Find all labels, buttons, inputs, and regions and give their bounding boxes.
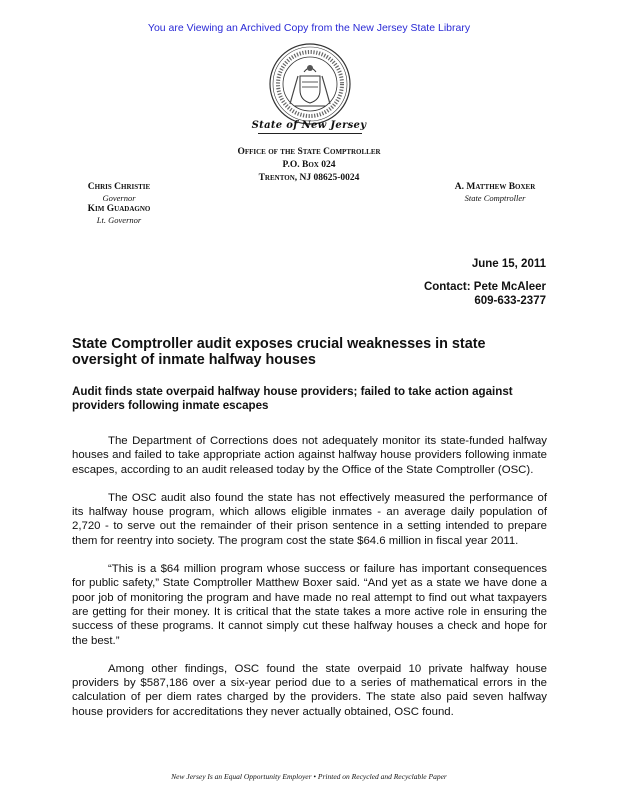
archive-banner: You are Viewing an Archived Copy from the New Jersey State Library — [147, 22, 471, 34]
contact-block — [424, 280, 546, 308]
paragraph: The Department of Corrections does not adequately monitor its state-funded halfway houses and failed to take appropriate action against halfway house providers following inmate escapes, according to an audit released today by the Office of the State Comptroller (OSC). — [72, 435, 547, 476]
subheadline: Audit finds state overpaid halfway house providers; failed to take action against providers following inmate escapes — [72, 385, 513, 412]
footer-note: New Jersey Is an Equal Opportunity Employer • Printed on Recycled and Recyclable Paper — [171, 772, 447, 781]
office-name: Office of the State Comptroller — [237, 147, 381, 157]
governor-title: Governor — [102, 193, 136, 203]
state-name: State of New Jersey — [251, 120, 367, 131]
state-name-rule — [258, 133, 362, 134]
city-address: Trenton, NJ 08625-0024 — [258, 173, 360, 183]
lt-governor-name: Kim Guadagno — [87, 204, 151, 214]
paragraph: The OSC audit also found the state has not effectively measured the performance of its halfway house program, which allows eligible inmates - an average daily population of 2,720 - to serve out the remainder of their prison sentence in a setting intended to prepare them for reentry into society. The program cost the state $64.6 million in fiscal year 2011. — [72, 491, 547, 547]
body-text — [72, 434, 547, 733]
governor-name: Chris Christie — [87, 182, 151, 192]
po-box: P.O. Box 024 — [282, 160, 336, 170]
paragraph: “This is a $64 million program whose success or failure has important consequences for public safety,” State Comptroller Matthew Boxer said. “And yet as a state we have done a poor job of monitoring the program and have made no real attempt to find out what taxpayers are getting for their money. It is critical that the state takes a more active role in ensuring the success of these programs. It cannot simply cut these halfway houses a check and hope for the best.” — [72, 563, 547, 647]
state-seal-icon — [268, 42, 352, 126]
paragraph: Among other findings, OSC found the state overpaid 10 private halfway house providers by $587,186 over a six-year period due to a series of mathematical errors in the calculation of per diem rates charged by the providers. The state also paid seven halfway house providers for accreditations they never actually obtained, OSC found. — [72, 662, 547, 718]
comptroller-block — [420, 182, 570, 204]
release-date: June 15, 2011 — [471, 258, 546, 270]
contact-phone: 609-633-2377 — [474, 295, 546, 307]
comptroller-name: A. Matthew Boxer — [454, 182, 536, 192]
office-address — [0, 146, 618, 185]
lt-governor-title: Lt. Governor — [96, 215, 142, 225]
comptroller-title: State Comptroller — [464, 193, 526, 203]
headline: State Comptroller audit exposes crucial weaknesses in state oversight of inmate halfway houses — [72, 336, 486, 368]
governor-block — [44, 182, 194, 226]
contact-name: Contact: Pete McAleer — [423, 281, 546, 293]
